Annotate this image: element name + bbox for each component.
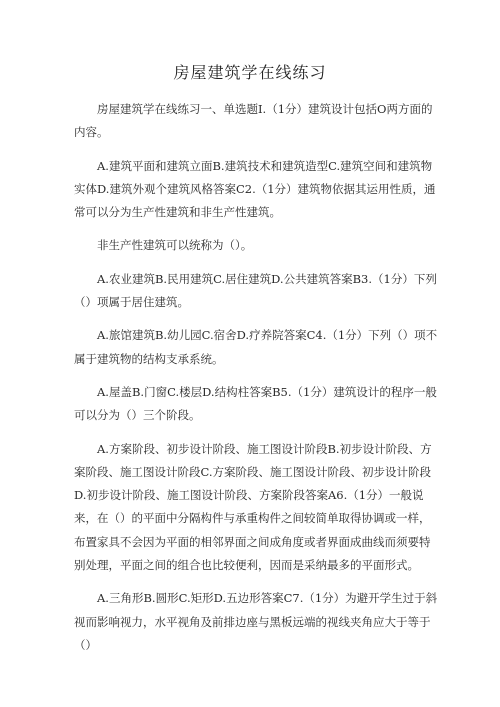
paragraph: A.屋盖B.门窗C.楼层D.结构柱答案B5.（1分）建筑设计的程序一般可以分为（）三个阶段。 [74,384,437,423]
paragraph: A.三角形B.圆形C.矩形D.五边形答案C7.（1分）为避开学生过于斜视而影响视力，水平视角及前排边座与黑板远端的视线夹角应大于等于（） [74,591,438,652]
paragraph: A.农业建筑B.民用建筑C.居住建筑D.公共建筑答案B3.（1分）下列（）项属于居住建筑。 [74,271,437,310]
page-title: 房屋建筑学在线练习 [173,63,327,82]
paragraph: A.方案阶段、初步设计阶段、施工图设计阶段B.初步设计阶段、方案阶段、施工图设计阶段C.方案阶段、施工图设计阶段、初步设计阶段D.初步设计阶段、施工图设计阶段、方案阶段答案A6.（1分）一般说来，在（）的平面中分隔构件与承重构件之间较简单取得协调或一样，布置家具不会因为平面的相邻界面之间成角度或者界面成曲线而须要特别处理，平面之间的组合也比较便利，因而是采纳最多的平面形式。 [74,441,432,573]
paragraph: 房屋建筑学在线练习一、单选题I.（1分）建筑设计包括O两方面的内容。 [74,102,433,140]
paragraph: A.建筑平面和建筑立面B.建筑技术和建筑造型C.建筑空间和建筑物实体D.建筑外观个建筑风格答案C2.（1分）建筑物依据其运用性质，通常可以分为生产性建筑和非生产性建筑。 [74,158,436,220]
document-body [74,98,440,667]
paragraph: 非生产性建筑可以统称为（）。 [97,238,253,253]
paragraph: A.旅馆建筑B.幼儿园C.宿舍D.疗养院答案C4.（1分）下列（）项不属于建筑物的结构支承系统。 [74,328,438,366]
